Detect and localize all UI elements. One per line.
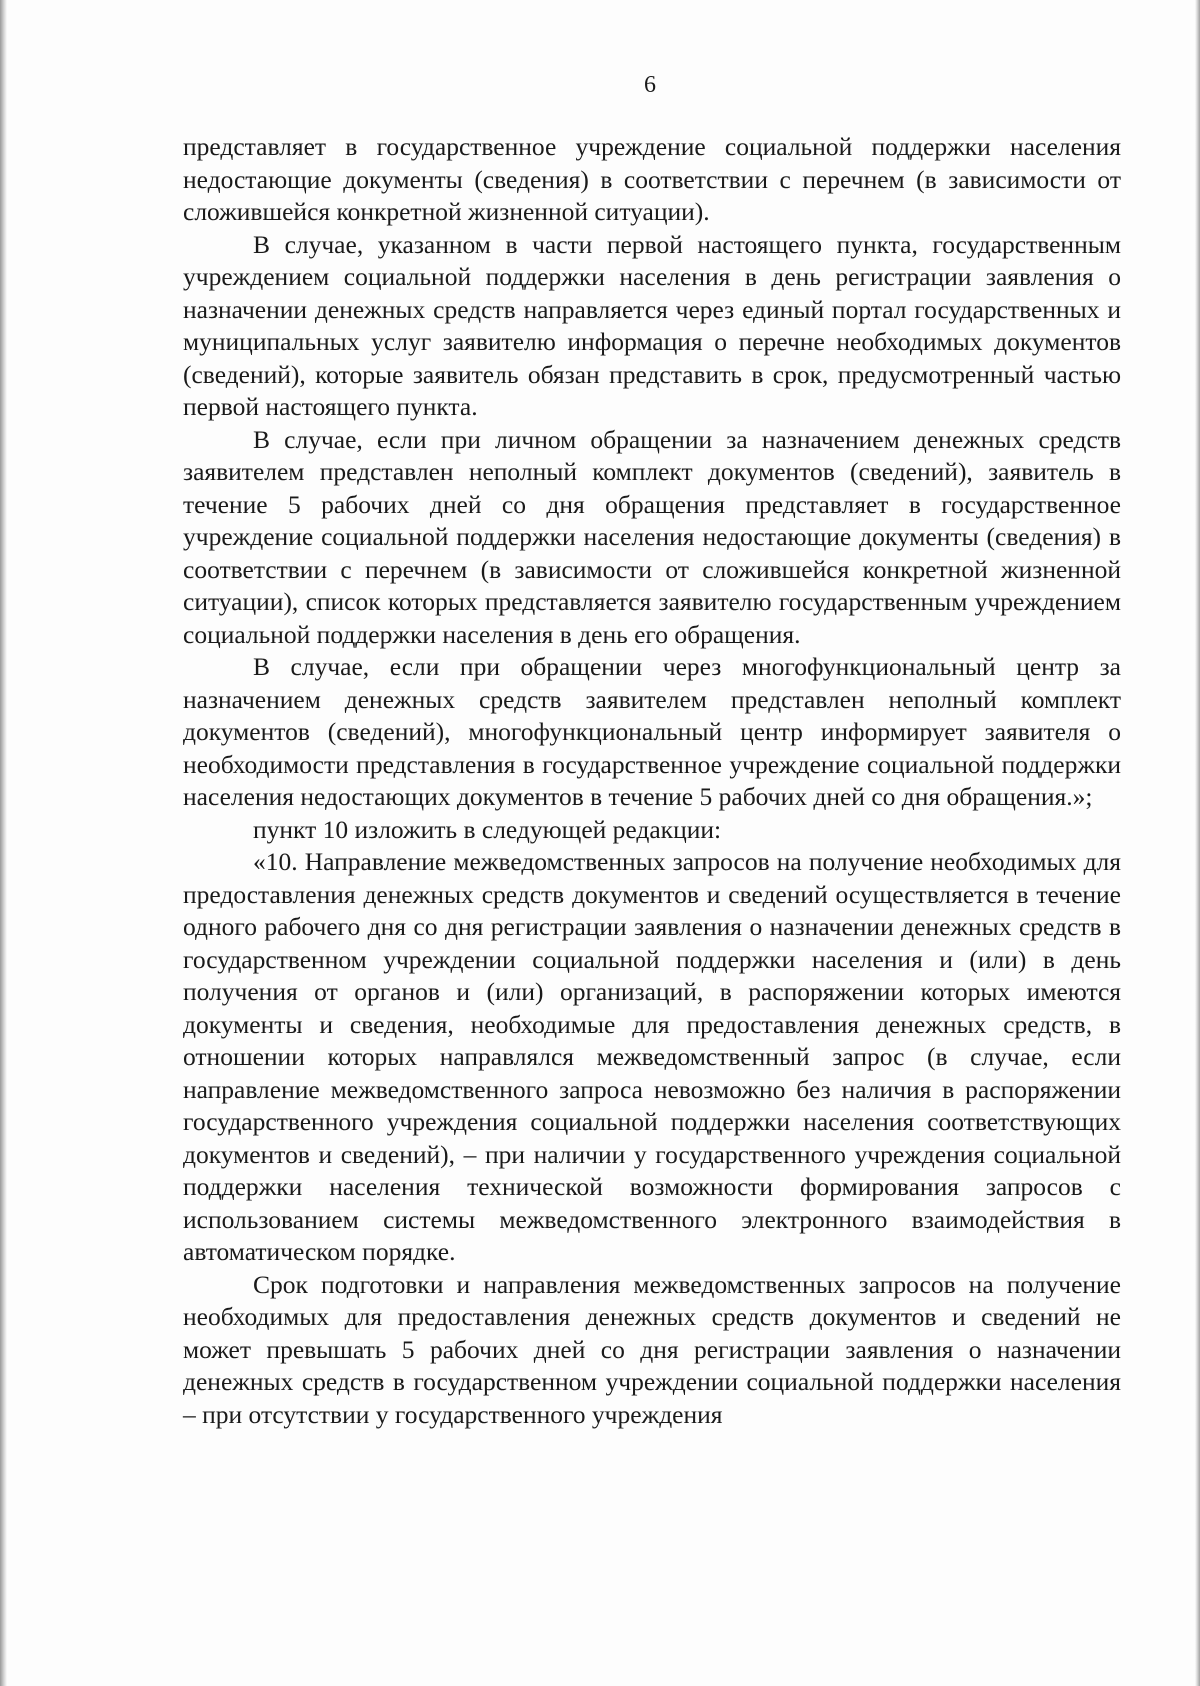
paragraph: В случае, если при обращении через многофункциональный центр за назначением денежных средств заявителем представлен неполный комплект документов (сведений), многофункциональный центр информирует заявителя о необходимости представления в государственное учреждение социальной поддержки населения недостающих документов в течение 5 рабочих дней со дня обращения.»; xyxy=(183,652,1121,811)
paragraph: В случае, указанном в части первой настоящего пункта, государственным учреждением социальной поддержки населения в день регистрации заявления о назначении денежных средств направляется через единый портал государственных и муниципальных услуг заявителю информация о перечне необходимых документов (сведений), которые заявитель обязан представить в срок, предусмотренный частью первой настоящего пункта. xyxy=(183,229,1121,421)
document-body xyxy=(183,131,1121,1431)
paragraph: пункт 10 изложить в следующей редакции: xyxy=(253,814,722,844)
scan-edge-left xyxy=(0,0,7,1686)
paragraph: Срок подготовки и направления межведомственных запросов на получение необходимых для предоставления денежных средств документов и сведений не может превышать 5 рабочих дней со дня регистрации заявления о назначении денежных средств в государственном учреждении социальной поддержки населения – при отсутствии у государственного учреждения xyxy=(183,1269,1121,1429)
scan-edge-right xyxy=(1195,0,1200,1686)
page-number: 6 xyxy=(644,72,656,98)
paragraph: «10. Направление межведомственных запросов на получение необходимых для предоставления денежных средств документов и сведений осуществляется в течение одного рабочего дня со дня регистрации заявления о назначении денежных средств в государственном учреждении социальной поддержки населения и (или) в день получения от органов и (или) организаций, в распоряжении которых имеются документы и сведения, необходимые для предоставления денежных средств, в отношении которых направлялся межведомственный запрос (в случае, если направление межведомственного запроса невозможно без наличия в распоряжении государственного учреждения социальной поддержки населения соответствующих документов и сведений), – при наличии у государственного учреждения социальной поддержки населения технической возможности формирования запросов с использованием системы межведомственного электронного взаимодействия в автоматическом порядке. xyxy=(183,847,1121,1266)
paragraph: представляет в государственное учреждение социальной поддержки населения недостающие документы (сведения) в соответствии с перечнем (в зависимости от сложившейся конкретной жизненной ситуации). xyxy=(183,132,1121,226)
paragraph: В случае, если при личном обращении за назначением денежных средств заявителем представлен неполный комплект документов (сведений), заявитель в течение 5 рабочих дней со дня обращения представляет в государственное учреждение социальной поддержки населения недостающие документы (сведения) в соответствии с перечнем (в зависимости от сложившейся конкретной жизненной ситуации), список которых представляется заявителю государственным учреждением социальной поддержки населения в день его обращения. xyxy=(183,424,1121,649)
